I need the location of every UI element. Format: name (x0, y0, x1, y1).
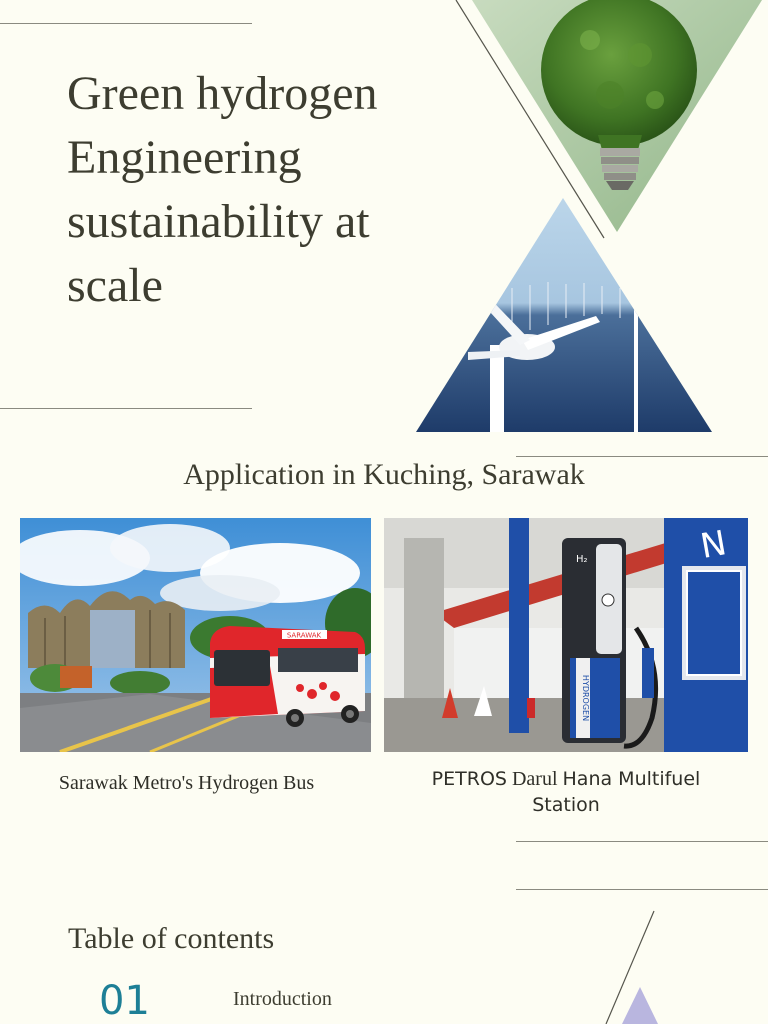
station-caption-darul: Darul (511, 768, 558, 790)
title-line-4: scale (67, 259, 163, 312)
right-rule-3 (516, 889, 768, 890)
title-line-3: sustainability at (67, 195, 370, 248)
title-line-2: Engineering (67, 131, 302, 184)
station-caption-hana: Hana Multifuel (562, 768, 701, 790)
right-rule-2 (516, 841, 768, 842)
station-caption-petros: PETROS (431, 768, 507, 790)
station-caption (384, 766, 748, 818)
lightbulb-triangle-image (0, 0, 768, 440)
hydrogen-bus-photo (20, 518, 371, 752)
pump-h2-label: H₂ (576, 554, 588, 565)
title-line-1: Green hydrogen (67, 67, 378, 120)
decorative-triangle-corner (600, 905, 768, 1024)
bus-destination-sign: SARAWAK (286, 631, 322, 640)
toc-title: Table of contents (68, 922, 275, 955)
canopy-letter: N (697, 523, 730, 567)
multifuel-station-photo (384, 518, 748, 752)
pump-hydrogen-label: HYDROGEN (581, 674, 590, 722)
right-rule-1 (516, 456, 768, 457)
station-caption-station: Station (532, 794, 600, 816)
bus-caption: Sarawak Metro's Hydrogen Bus (58, 772, 315, 794)
toc-item-number: 01 (99, 978, 150, 1024)
toc-item-label[interactable]: Introduction (233, 988, 332, 1010)
section-subtitle: Application in Kuching, Sarawak (183, 458, 585, 491)
